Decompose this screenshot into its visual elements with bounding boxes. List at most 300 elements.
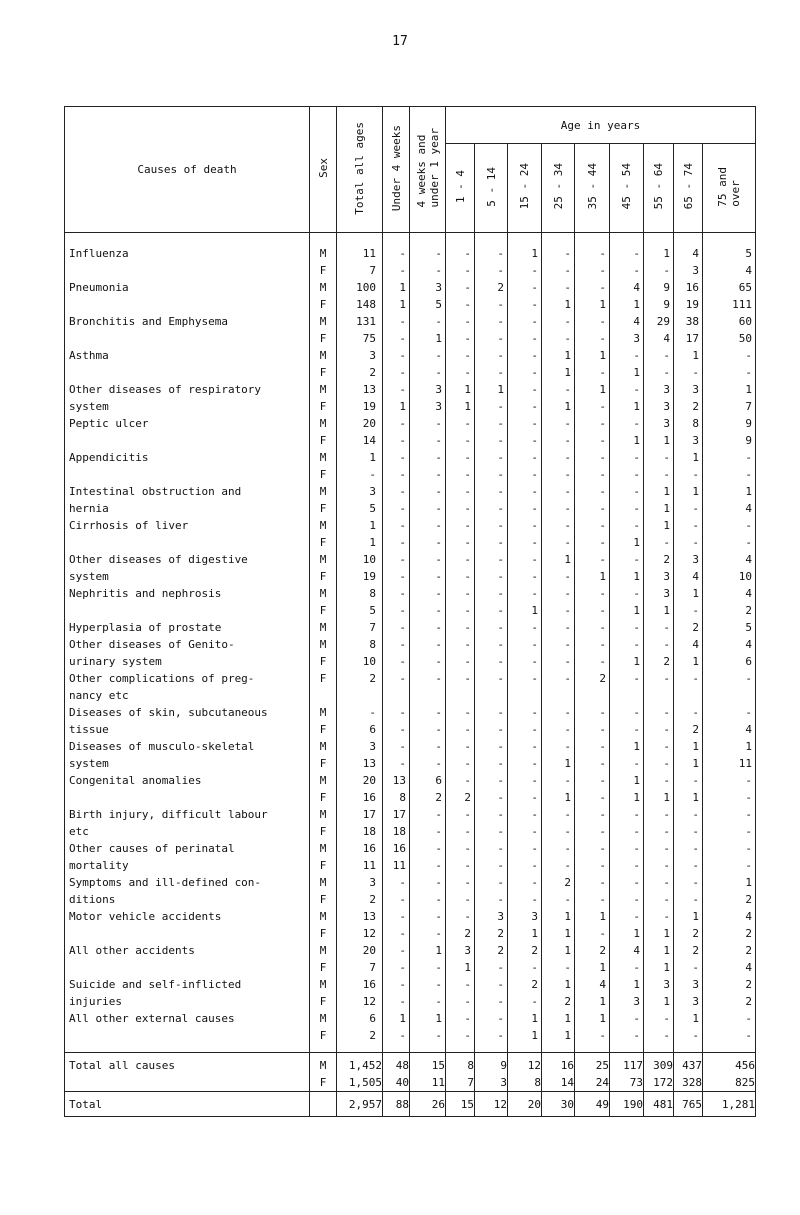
- value-cell: 3: [674, 976, 703, 993]
- value-cell: -: [644, 857, 674, 874]
- value-cell: -: [475, 296, 508, 313]
- value-cell: 1: [674, 908, 703, 925]
- value-cell: -: [542, 653, 575, 670]
- value-cell: 3: [610, 330, 644, 347]
- value-cell: 2: [703, 942, 756, 959]
- value-cell: 3: [337, 483, 383, 500]
- value-cell: -: [610, 517, 644, 534]
- value-cell: -: [644, 449, 674, 466]
- value-cell: -: [446, 279, 475, 296]
- value-cell: -: [644, 1027, 674, 1044]
- value-cell: -: [410, 466, 446, 483]
- value-cell: -: [542, 500, 575, 517]
- sex-cell: F: [310, 330, 337, 347]
- cause-cell: Appendicitis: [65, 449, 310, 466]
- value-cell: 11: [410, 1074, 446, 1092]
- value-cell: 13: [383, 772, 410, 789]
- table-row: [65, 806, 756, 823]
- value-cell: 12: [337, 925, 383, 942]
- value-cell: -: [575, 857, 610, 874]
- value-cell: -: [383, 500, 410, 517]
- value-cell: 38: [674, 313, 703, 330]
- value-cell: -: [508, 364, 542, 381]
- value-cell: [703, 687, 756, 704]
- value-cell: -: [475, 330, 508, 347]
- value-cell: [610, 687, 644, 704]
- table-row: [65, 585, 756, 602]
- value-cell: 117: [610, 1053, 644, 1075]
- value-cell: -: [446, 721, 475, 738]
- value-cell: 2: [644, 653, 674, 670]
- value-cell: -: [610, 891, 644, 908]
- value-cell: 3: [644, 585, 674, 602]
- value-cell: -: [475, 653, 508, 670]
- value-cell: 1: [475, 381, 508, 398]
- value-cell: 2: [508, 942, 542, 959]
- value-cell: -: [475, 483, 508, 500]
- total-row: [65, 1074, 756, 1092]
- cause-cell: [65, 1074, 310, 1092]
- value-cell: -: [410, 483, 446, 500]
- value-cell: -: [410, 415, 446, 432]
- value-cell: [410, 687, 446, 704]
- value-cell: -: [703, 347, 756, 364]
- value-cell: -: [475, 755, 508, 772]
- value-cell: -: [446, 517, 475, 534]
- value-cell: -: [508, 381, 542, 398]
- value-cell: -: [410, 449, 446, 466]
- value-cell: -: [475, 993, 508, 1010]
- value-cell: 4: [610, 942, 644, 959]
- value-cell: -: [475, 364, 508, 381]
- value-cell: -: [446, 415, 475, 432]
- value-cell: -: [542, 823, 575, 840]
- value-cell: -: [575, 415, 610, 432]
- value-cell: -: [644, 364, 674, 381]
- value-cell: -: [383, 670, 410, 687]
- value-cell: 12: [508, 1053, 542, 1075]
- value-cell: 1,281: [703, 1092, 756, 1117]
- value-cell: -: [410, 840, 446, 857]
- value-cell: 5: [337, 602, 383, 619]
- value-cell: -: [610, 840, 644, 857]
- value-cell: 19: [337, 398, 383, 415]
- cause-cell: [65, 534, 310, 551]
- value-cell: 4: [674, 245, 703, 262]
- value-cell: 8: [508, 1074, 542, 1092]
- value-cell: -: [542, 959, 575, 976]
- value-cell: -: [475, 857, 508, 874]
- value-cell: 3: [674, 551, 703, 568]
- value-cell: 1: [703, 483, 756, 500]
- cause-cell: [65, 466, 310, 483]
- value-cell: -: [383, 534, 410, 551]
- sex-cell: F: [310, 721, 337, 738]
- cause-cell: Motor vehicle accidents: [65, 908, 310, 925]
- value-cell: 1: [674, 483, 703, 500]
- value-cell: -: [575, 364, 610, 381]
- value-cell: -: [475, 891, 508, 908]
- value-cell: -: [575, 755, 610, 772]
- value-cell: 2: [337, 1027, 383, 1044]
- value-cell: 30: [542, 1092, 575, 1117]
- value-cell: -: [446, 891, 475, 908]
- value-cell: 1: [644, 942, 674, 959]
- table-row: [65, 568, 756, 585]
- sex-cell: F: [310, 670, 337, 687]
- sex-cell: M: [310, 551, 337, 568]
- value-cell: 1: [575, 993, 610, 1010]
- cause-cell: [65, 1027, 310, 1044]
- header-age-2: 15 - 24: [508, 144, 542, 233]
- value-cell: 4: [575, 976, 610, 993]
- value-cell: -: [475, 262, 508, 279]
- value-cell: 1: [542, 925, 575, 942]
- value-cell: -: [383, 602, 410, 619]
- cause-cell: injuries: [65, 993, 310, 1010]
- value-cell: -: [475, 534, 508, 551]
- value-cell: -: [575, 721, 610, 738]
- value-cell: -: [410, 925, 446, 942]
- value-cell: 5: [703, 245, 756, 262]
- value-cell: -: [508, 857, 542, 874]
- value-cell: -: [674, 1027, 703, 1044]
- value-cell: -: [644, 466, 674, 483]
- value-cell: 1: [575, 908, 610, 925]
- value-cell: -: [508, 636, 542, 653]
- sex-cell: M: [310, 347, 337, 364]
- value-cell: -: [610, 619, 644, 636]
- value-cell: 1: [542, 347, 575, 364]
- value-cell: -: [542, 806, 575, 823]
- cause-cell: [65, 296, 310, 313]
- value-cell: 75: [337, 330, 383, 347]
- value-cell: 172: [644, 1074, 674, 1092]
- value-cell: -: [674, 500, 703, 517]
- cause-cell: Diseases of musculo-skeletal: [65, 738, 310, 755]
- value-cell: 2: [674, 721, 703, 738]
- value-cell: 7: [337, 619, 383, 636]
- value-cell: 8: [337, 585, 383, 602]
- value-cell: -: [644, 840, 674, 857]
- value-cell: -: [383, 585, 410, 602]
- value-cell: -: [575, 585, 610, 602]
- header-sex: Sex: [310, 107, 337, 233]
- cause-cell: Cirrhosis of liver: [65, 517, 310, 534]
- value-cell: 2: [644, 551, 674, 568]
- cause-cell: ditions: [65, 891, 310, 908]
- value-cell: 1: [644, 959, 674, 976]
- value-cell: -: [410, 908, 446, 925]
- value-cell: 3: [644, 976, 674, 993]
- cause-cell: [65, 789, 310, 806]
- value-cell: 1: [644, 602, 674, 619]
- value-cell: -: [446, 313, 475, 330]
- value-cell: -: [674, 466, 703, 483]
- value-cell: -: [383, 449, 410, 466]
- value-cell: -: [644, 721, 674, 738]
- value-cell: 1: [610, 432, 644, 449]
- value-cell: 17: [383, 806, 410, 823]
- value-cell: -: [508, 874, 542, 891]
- cause-cell: Other diseases of respiratory: [65, 381, 310, 398]
- value-cell: -: [475, 1027, 508, 1044]
- value-cell: -: [446, 636, 475, 653]
- value-cell: -: [508, 415, 542, 432]
- table-row: [65, 993, 756, 1010]
- value-cell: -: [703, 534, 756, 551]
- cause-cell: Intestinal obstruction and: [65, 483, 310, 500]
- value-cell: 7: [337, 262, 383, 279]
- value-cell: -: [446, 840, 475, 857]
- value-cell: 3: [674, 432, 703, 449]
- table-row: [65, 670, 756, 687]
- value-cell: 1: [542, 976, 575, 993]
- value-cell: -: [383, 755, 410, 772]
- cause-cell: [65, 959, 310, 976]
- value-cell: -: [508, 398, 542, 415]
- value-cell: 2: [446, 789, 475, 806]
- value-cell: [383, 687, 410, 704]
- cause-cell: Pneumonia: [65, 279, 310, 296]
- sex-cell: F: [310, 262, 337, 279]
- value-cell: 1: [610, 653, 644, 670]
- value-cell: -: [703, 517, 756, 534]
- value-cell: 2: [703, 925, 756, 942]
- value-cell: -: [446, 806, 475, 823]
- value-cell: -: [410, 755, 446, 772]
- value-cell: 1: [446, 398, 475, 415]
- value-cell: 3: [446, 942, 475, 959]
- header-age-1: 5 - 14: [475, 144, 508, 233]
- value-cell: 11: [337, 245, 383, 262]
- value-cell: -: [475, 313, 508, 330]
- value-cell: -: [508, 500, 542, 517]
- cause-cell: Hyperplasia of prostate: [65, 619, 310, 636]
- value-cell: -: [446, 347, 475, 364]
- value-cell: -: [542, 245, 575, 262]
- value-cell: -: [508, 670, 542, 687]
- value-cell: 20: [337, 772, 383, 789]
- value-cell: 2: [337, 670, 383, 687]
- value-cell: -: [610, 347, 644, 364]
- value-cell: -: [644, 636, 674, 653]
- value-cell: 1: [383, 398, 410, 415]
- value-cell: 3: [337, 738, 383, 755]
- value-cell: -: [542, 636, 575, 653]
- value-cell: 26: [410, 1092, 446, 1117]
- table-row: [65, 738, 756, 755]
- value-cell: 2: [703, 976, 756, 993]
- value-cell: 2: [674, 619, 703, 636]
- value-cell: 1: [575, 296, 610, 313]
- value-cell: [575, 687, 610, 704]
- cause-cell: Congenital anomalies: [65, 772, 310, 789]
- table-row: [65, 245, 756, 262]
- value-cell: -: [475, 602, 508, 619]
- cause-cell: All other external causes: [65, 1010, 310, 1027]
- value-cell: -: [410, 993, 446, 1010]
- value-cell: -: [575, 874, 610, 891]
- value-cell: -: [542, 381, 575, 398]
- value-cell: 20: [337, 415, 383, 432]
- value-cell: -: [575, 262, 610, 279]
- value-cell: 1: [674, 755, 703, 772]
- value-cell: -: [575, 772, 610, 789]
- value-cell: -: [644, 755, 674, 772]
- value-cell: 825: [703, 1074, 756, 1092]
- table-row: [65, 687, 756, 704]
- value-cell: -: [508, 551, 542, 568]
- value-cell: 1: [610, 296, 644, 313]
- value-cell: -: [383, 653, 410, 670]
- value-cell: 328: [674, 1074, 703, 1092]
- value-cell: -: [575, 619, 610, 636]
- value-cell: -: [674, 602, 703, 619]
- value-cell: 1: [542, 789, 575, 806]
- value-cell: 14: [542, 1074, 575, 1092]
- value-cell: 2: [703, 891, 756, 908]
- value-cell: -: [610, 823, 644, 840]
- cause-cell: Asthma: [65, 347, 310, 364]
- value-cell: -: [508, 347, 542, 364]
- value-cell: -: [542, 262, 575, 279]
- value-cell: -: [508, 993, 542, 1010]
- value-cell: -: [644, 772, 674, 789]
- cause-cell: urinary system: [65, 653, 310, 670]
- value-cell: -: [542, 840, 575, 857]
- value-cell: -: [475, 738, 508, 755]
- value-cell: -: [542, 619, 575, 636]
- value-cell: 4: [703, 551, 756, 568]
- value-cell: 10: [337, 653, 383, 670]
- value-cell: 1: [644, 245, 674, 262]
- sex-cell: F: [310, 653, 337, 670]
- value-cell: 13: [337, 908, 383, 925]
- value-cell: -: [508, 840, 542, 857]
- value-cell: -: [610, 381, 644, 398]
- value-cell: 437: [674, 1053, 703, 1075]
- value-cell: -: [508, 738, 542, 755]
- value-cell: -: [446, 483, 475, 500]
- value-cell: 8: [383, 789, 410, 806]
- value-cell: -: [610, 1010, 644, 1027]
- value-cell: 1: [508, 925, 542, 942]
- value-cell: 1: [674, 789, 703, 806]
- value-cell: -: [475, 789, 508, 806]
- value-cell: -: [575, 483, 610, 500]
- table-row: [65, 381, 756, 398]
- value-cell: -: [610, 704, 644, 721]
- value-cell: -: [644, 874, 674, 891]
- table-row: [65, 398, 756, 415]
- value-cell: 1: [610, 364, 644, 381]
- table-row: [65, 415, 756, 432]
- value-cell: -: [674, 874, 703, 891]
- value-cell: -: [475, 398, 508, 415]
- table-row: [65, 262, 756, 279]
- value-cell: 4: [610, 313, 644, 330]
- value-cell: -: [575, 279, 610, 296]
- value-cell: -: [542, 432, 575, 449]
- value-cell: -: [475, 959, 508, 976]
- value-cell: -: [410, 500, 446, 517]
- value-cell: -: [410, 874, 446, 891]
- value-cell: 15: [410, 1053, 446, 1075]
- value-cell: [674, 687, 703, 704]
- value-cell: -: [383, 568, 410, 585]
- header-age-7: 65 - 74: [674, 144, 703, 233]
- value-cell: 4: [703, 721, 756, 738]
- value-cell: 1: [703, 381, 756, 398]
- value-cell: -: [610, 245, 644, 262]
- value-cell: 1: [337, 517, 383, 534]
- value-cell: -: [410, 364, 446, 381]
- table-row: [65, 534, 756, 551]
- value-cell: -: [410, 551, 446, 568]
- value-cell: 1: [383, 1010, 410, 1027]
- value-cell: -: [575, 636, 610, 653]
- value-cell: 1: [508, 602, 542, 619]
- value-cell: 2: [508, 976, 542, 993]
- value-cell: -: [337, 466, 383, 483]
- value-cell: 3: [410, 279, 446, 296]
- value-cell: 456: [703, 1053, 756, 1075]
- value-cell: -: [703, 823, 756, 840]
- value-cell: -: [410, 347, 446, 364]
- value-cell: 3: [644, 381, 674, 398]
- value-cell: -: [475, 976, 508, 993]
- value-cell: -: [703, 857, 756, 874]
- value-cell: -: [674, 772, 703, 789]
- value-cell: -: [475, 551, 508, 568]
- value-cell: -: [575, 534, 610, 551]
- value-cell: 4: [674, 568, 703, 585]
- value-cell: [508, 687, 542, 704]
- value-cell: -: [610, 721, 644, 738]
- value-cell: 1: [542, 1010, 575, 1027]
- table-row: [65, 551, 756, 568]
- value-cell: -: [575, 789, 610, 806]
- value-cell: 16: [337, 789, 383, 806]
- value-cell: -: [475, 415, 508, 432]
- value-cell: 4: [703, 636, 756, 653]
- sex-cell: [310, 687, 337, 704]
- value-cell: 2: [542, 993, 575, 1010]
- value-cell: 3: [337, 874, 383, 891]
- value-cell: -: [703, 806, 756, 823]
- value-cell: -: [610, 449, 644, 466]
- table-row: [65, 347, 756, 364]
- value-cell: 1: [674, 347, 703, 364]
- value-cell: -: [410, 823, 446, 840]
- value-cell: -: [508, 330, 542, 347]
- table-row: [65, 823, 756, 840]
- value-cell: -: [542, 602, 575, 619]
- value-cell: 3: [610, 993, 644, 1010]
- header-age-6: 55 - 64: [644, 144, 674, 233]
- value-cell: -: [575, 653, 610, 670]
- table-row: [65, 925, 756, 942]
- grand-total-label: Total: [65, 1092, 310, 1117]
- table-row: [65, 449, 756, 466]
- cause-cell: system: [65, 398, 310, 415]
- value-cell: -: [674, 534, 703, 551]
- value-cell: -: [610, 857, 644, 874]
- value-cell: 1: [674, 449, 703, 466]
- value-cell: -: [475, 1010, 508, 1027]
- sex-cell: F: [310, 568, 337, 585]
